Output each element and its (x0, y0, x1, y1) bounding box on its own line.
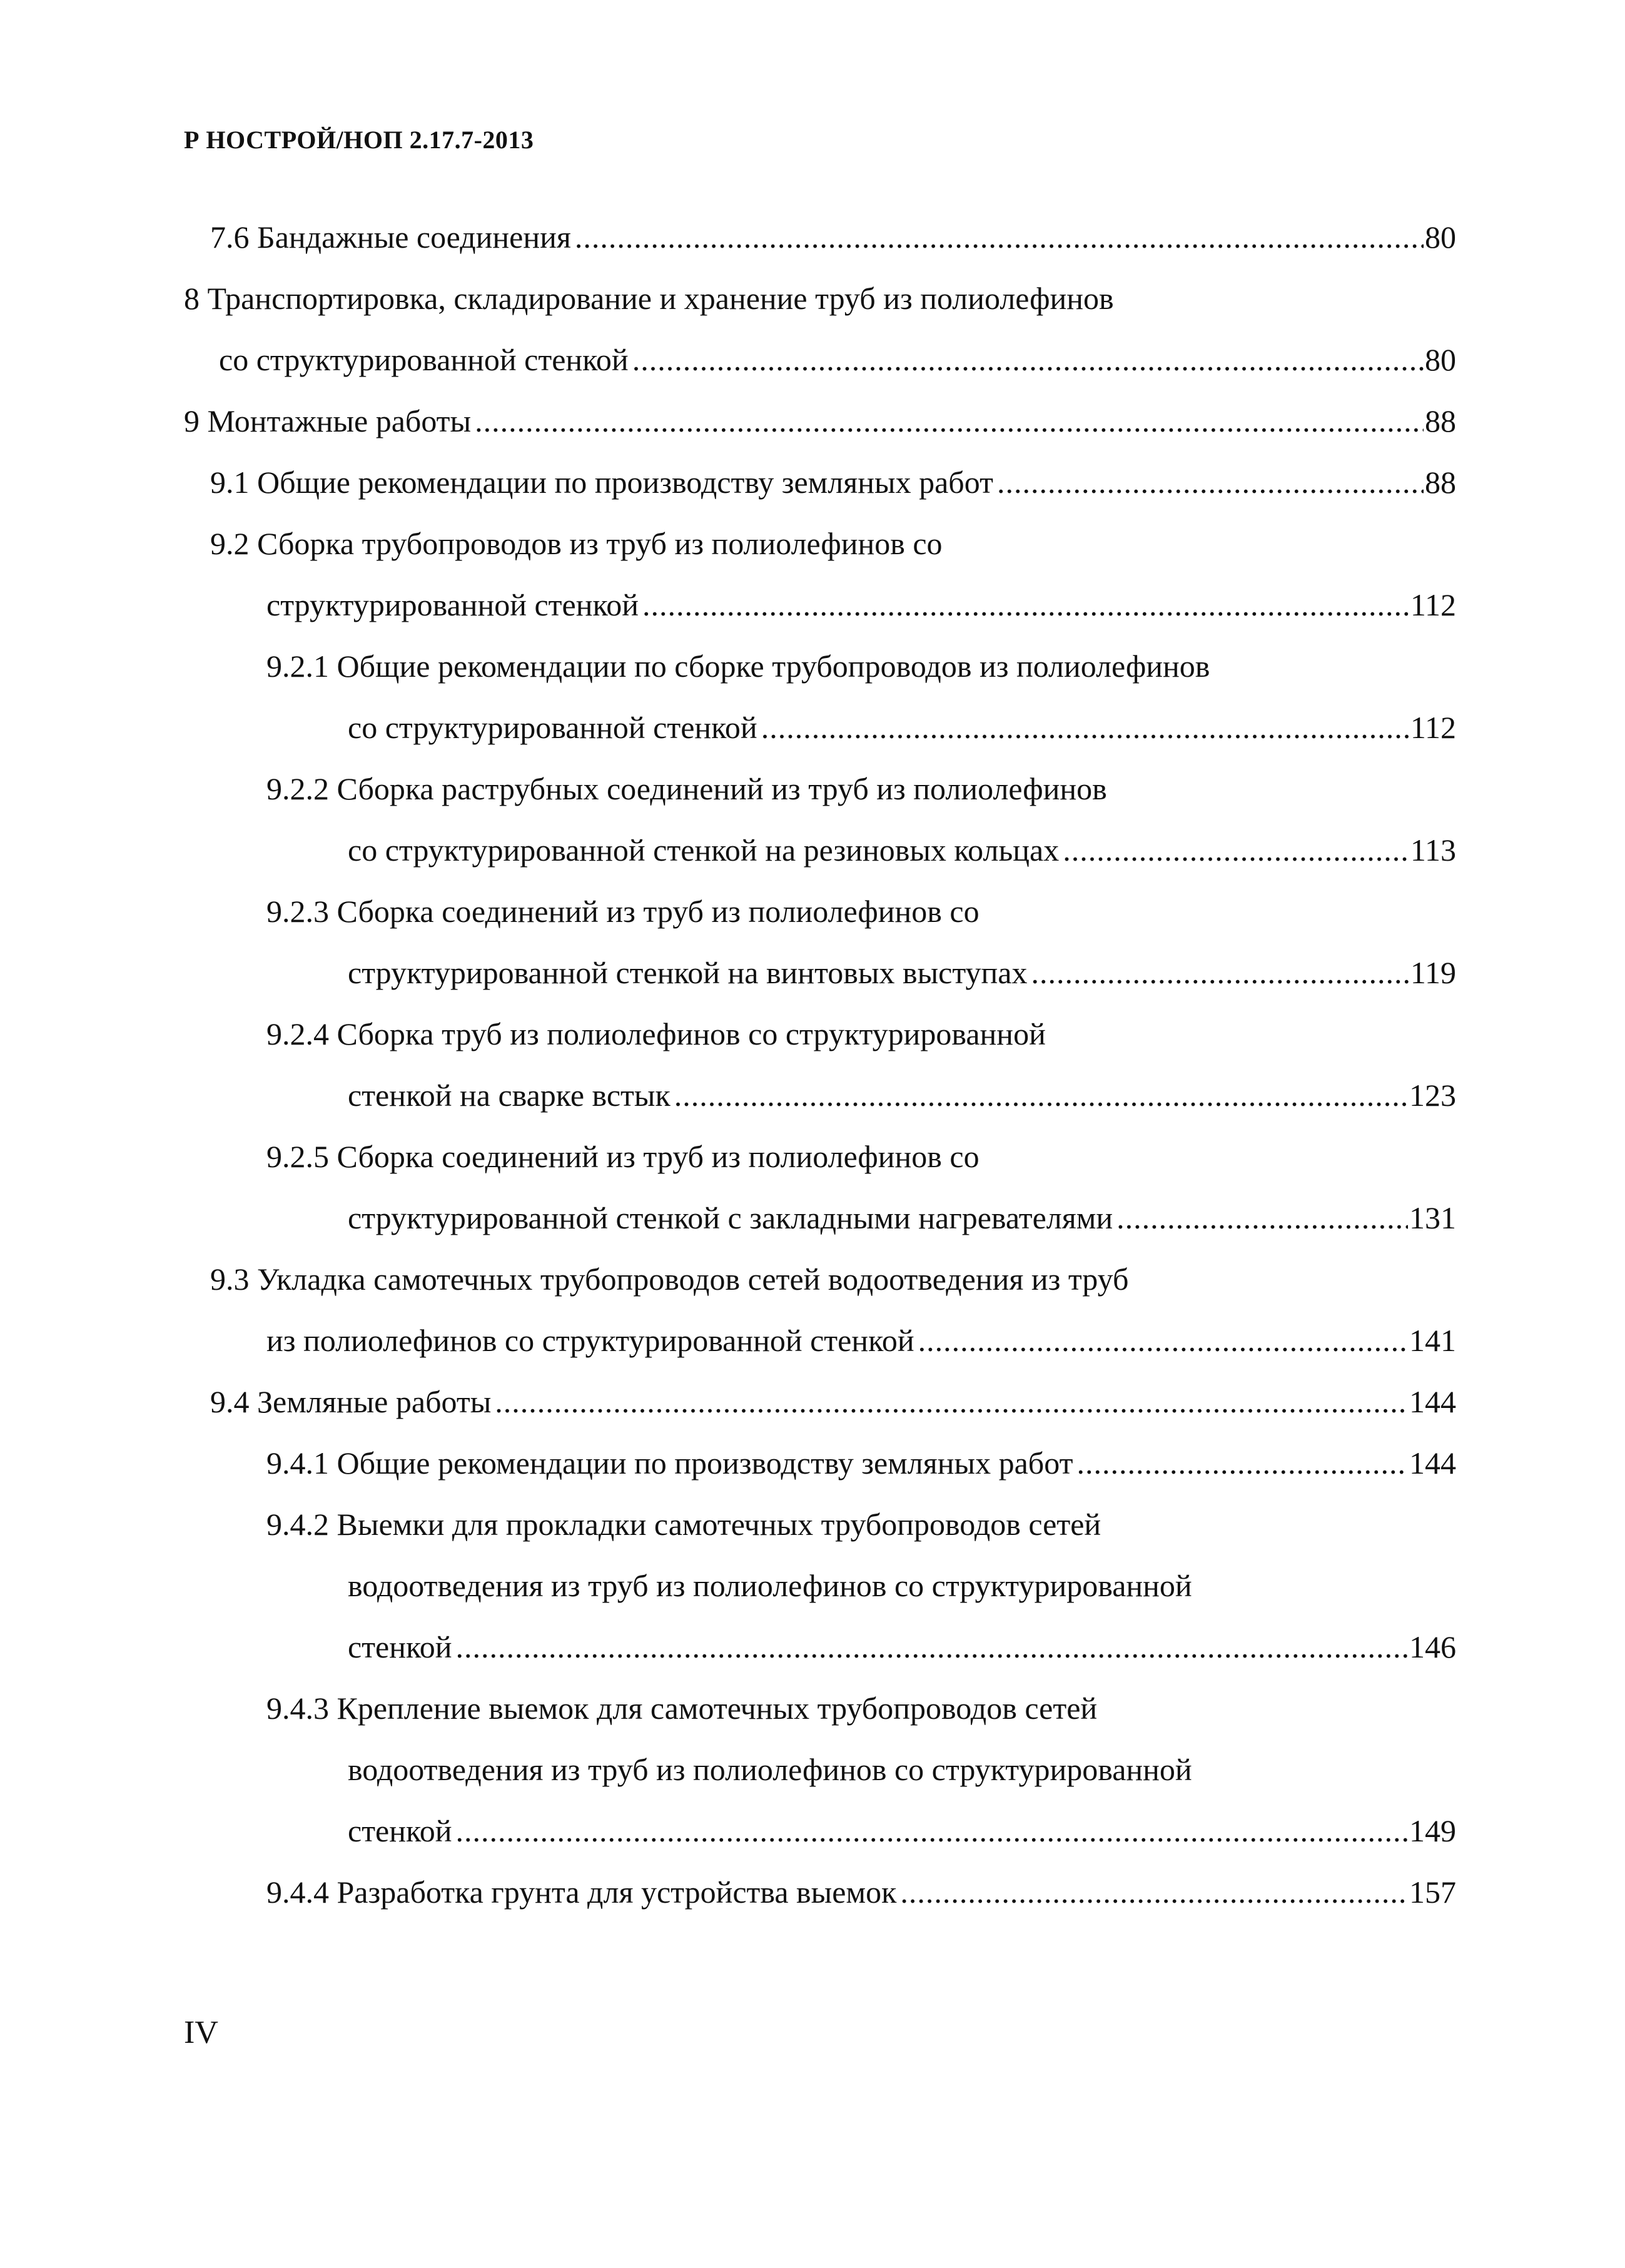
toc-entry-text: 9.3 Укладка самотечных трубопроводов сетей водоотведения из труб (210, 1262, 1129, 1297)
toc-page-number: 112 (1410, 587, 1456, 622)
toc-leader-dots (456, 1616, 1408, 1678)
toc-page-number: 131 (1409, 1200, 1456, 1235)
document-code-header: Р НОСТРОЙ/НОП 2.17.7-2013 (184, 126, 534, 154)
toc-entry-text: 9.2.2 Сборка раструбных соединений из труб из полиолефинов (266, 771, 1107, 806)
toc-leader-dots (674, 1065, 1408, 1126)
toc-entry-text: 8 Транспортировка, складирование и хранение труб из полиолефинов (184, 281, 1114, 316)
toc-entry-text: 9.4.2 Выемки для прокладки самотечных трубопроводов сетей (266, 1507, 1101, 1542)
toc-entry-text: структурированной стенкой на винтовых выступах (348, 955, 1028, 990)
toc-entry-text: структурированной стенкой (266, 587, 639, 622)
toc-line-9-4-2-end (184, 1616, 1456, 1678)
toc-page-number: 80 (1425, 220, 1456, 255)
toc-line-9-4-4 (184, 1861, 1456, 1923)
toc-leader-dots (918, 1310, 1408, 1371)
toc-page-number: 88 (1425, 465, 1456, 500)
toc-line-8 (184, 268, 1456, 329)
toc-leader-dots (642, 574, 1409, 635)
toc-page-number: 157 (1409, 1875, 1456, 1910)
toc-leader-dots (900, 1861, 1408, 1923)
toc-line-9-3 (184, 1248, 1456, 1310)
toc-line-9-4-3-end (184, 1800, 1456, 1861)
toc-line-9 (184, 390, 1456, 452)
toc-line-9-2-4-cont (184, 1065, 1456, 1126)
page-number-footer: IV (184, 2015, 218, 2050)
toc-line-9-2-3 (184, 881, 1456, 942)
table-of-contents (184, 206, 1456, 1923)
toc-entry-text: со структурированной стенкой (348, 710, 757, 745)
toc-entry-text: 9.4 Земляные работы (210, 1384, 492, 1419)
toc-entry-text: со структурированной стенкой (219, 342, 629, 377)
toc-line-9-4-3-cont (184, 1739, 1456, 1800)
toc-entry-text: стенкой (348, 1629, 452, 1664)
toc-entry-text: стенкой (348, 1813, 452, 1848)
toc-line-9-4-2-cont (184, 1555, 1456, 1616)
toc-entry-text: структурированной стенкой с закладными нагревателями (348, 1200, 1113, 1235)
toc-line-9-2-1-cont (184, 697, 1456, 758)
toc-leader-dots (495, 1371, 1408, 1432)
toc-entry-text: 9.2.5 Сборка соединений из труб из полиолефинов со (266, 1139, 980, 1174)
toc-entry-text: 9.2.4 Сборка труб из полиолефинов со структурированной (266, 1016, 1046, 1051)
toc-line-9-2-3-cont (184, 942, 1456, 1003)
toc-page-number: 119 (1410, 955, 1456, 990)
toc-leader-dots (1076, 1432, 1408, 1494)
toc-page-number: 149 (1409, 1813, 1456, 1848)
toc-line-9-2-2 (184, 758, 1456, 819)
toc-leader-dots (997, 452, 1424, 513)
toc-entry-text: 9.2.1 Общие рекомендации по сборке трубопроводов из полиолефинов (266, 649, 1210, 684)
toc-entry-text: 7.6 Бандажные соединения (210, 220, 571, 255)
toc-leader-dots (761, 697, 1409, 758)
toc-line-9-4-3 (184, 1678, 1456, 1739)
toc-line-9-4 (184, 1371, 1456, 1432)
toc-leader-dots (1063, 819, 1409, 881)
toc-line-9-4-1 (184, 1432, 1456, 1494)
toc-page-number: 146 (1409, 1629, 1456, 1664)
toc-leader-dots (1031, 942, 1409, 1003)
toc-entry-text: стенкой на сварке встык (348, 1078, 671, 1113)
toc-entry-text: 9.4.3 Крепление выемок для самотечных трубопроводов сетей (266, 1691, 1098, 1726)
toc-page-number: 80 (1425, 342, 1456, 377)
toc-entry-text: 9.4.1 Общие рекомендации по производству земляных работ (266, 1445, 1073, 1481)
toc-entry-text: 9.2.3 Сборка соединений из труб из полиолефинов со (266, 894, 980, 929)
toc-leader-dots (632, 329, 1424, 390)
toc-entry-text: водоотведения из труб из полиолефинов со структурированной (348, 1752, 1192, 1787)
toc-line-9-2-2-cont (184, 819, 1456, 881)
toc-line-9-2-5-cont (184, 1187, 1456, 1248)
toc-page-number: 123 (1409, 1078, 1456, 1113)
toc-page-number: 112 (1410, 710, 1456, 745)
toc-entry-text: со структурированной стенкой на резиновых кольцах (348, 833, 1060, 868)
toc-line-7-6 (184, 206, 1456, 268)
toc-leader-dots (1116, 1187, 1408, 1248)
toc-page-number: 141 (1409, 1323, 1456, 1358)
toc-line-9-2-1 (184, 635, 1456, 697)
toc-leader-dots (456, 1800, 1408, 1861)
toc-line-9-3-cont (184, 1310, 1456, 1371)
toc-line-8-cont (184, 329, 1456, 390)
toc-page-number: 144 (1409, 1384, 1456, 1419)
toc-leader-dots (575, 206, 1424, 268)
toc-line-9-1 (184, 452, 1456, 513)
toc-page-number: 88 (1425, 403, 1456, 438)
toc-page-number: 144 (1409, 1445, 1456, 1481)
toc-line-9-2-cont (184, 574, 1456, 635)
toc-entry-text: 9.2 Сборка трубопроводов из труб из полиолефинов со (210, 526, 943, 561)
toc-entry-text: водоотведения из труб из полиолефинов со структурированной (348, 1568, 1192, 1603)
toc-line-9-4-2 (184, 1494, 1456, 1555)
toc-entry-text: из полиолефинов со структурированной стенкой (266, 1323, 914, 1358)
toc-leader-dots (475, 390, 1424, 452)
toc-page-number: 113 (1410, 833, 1456, 868)
toc-line-9-2-4 (184, 1003, 1456, 1065)
toc-line-9-2-5 (184, 1126, 1456, 1187)
toc-entry-text: 9.4.4 Разработка грунта для устройства выемок (266, 1875, 897, 1910)
toc-line-9-2 (184, 513, 1456, 574)
toc-entry-text: 9.1 Общие рекомендации по производству земляных работ (210, 465, 993, 500)
toc-entry-text: 9 Монтажные работы (184, 403, 472, 438)
